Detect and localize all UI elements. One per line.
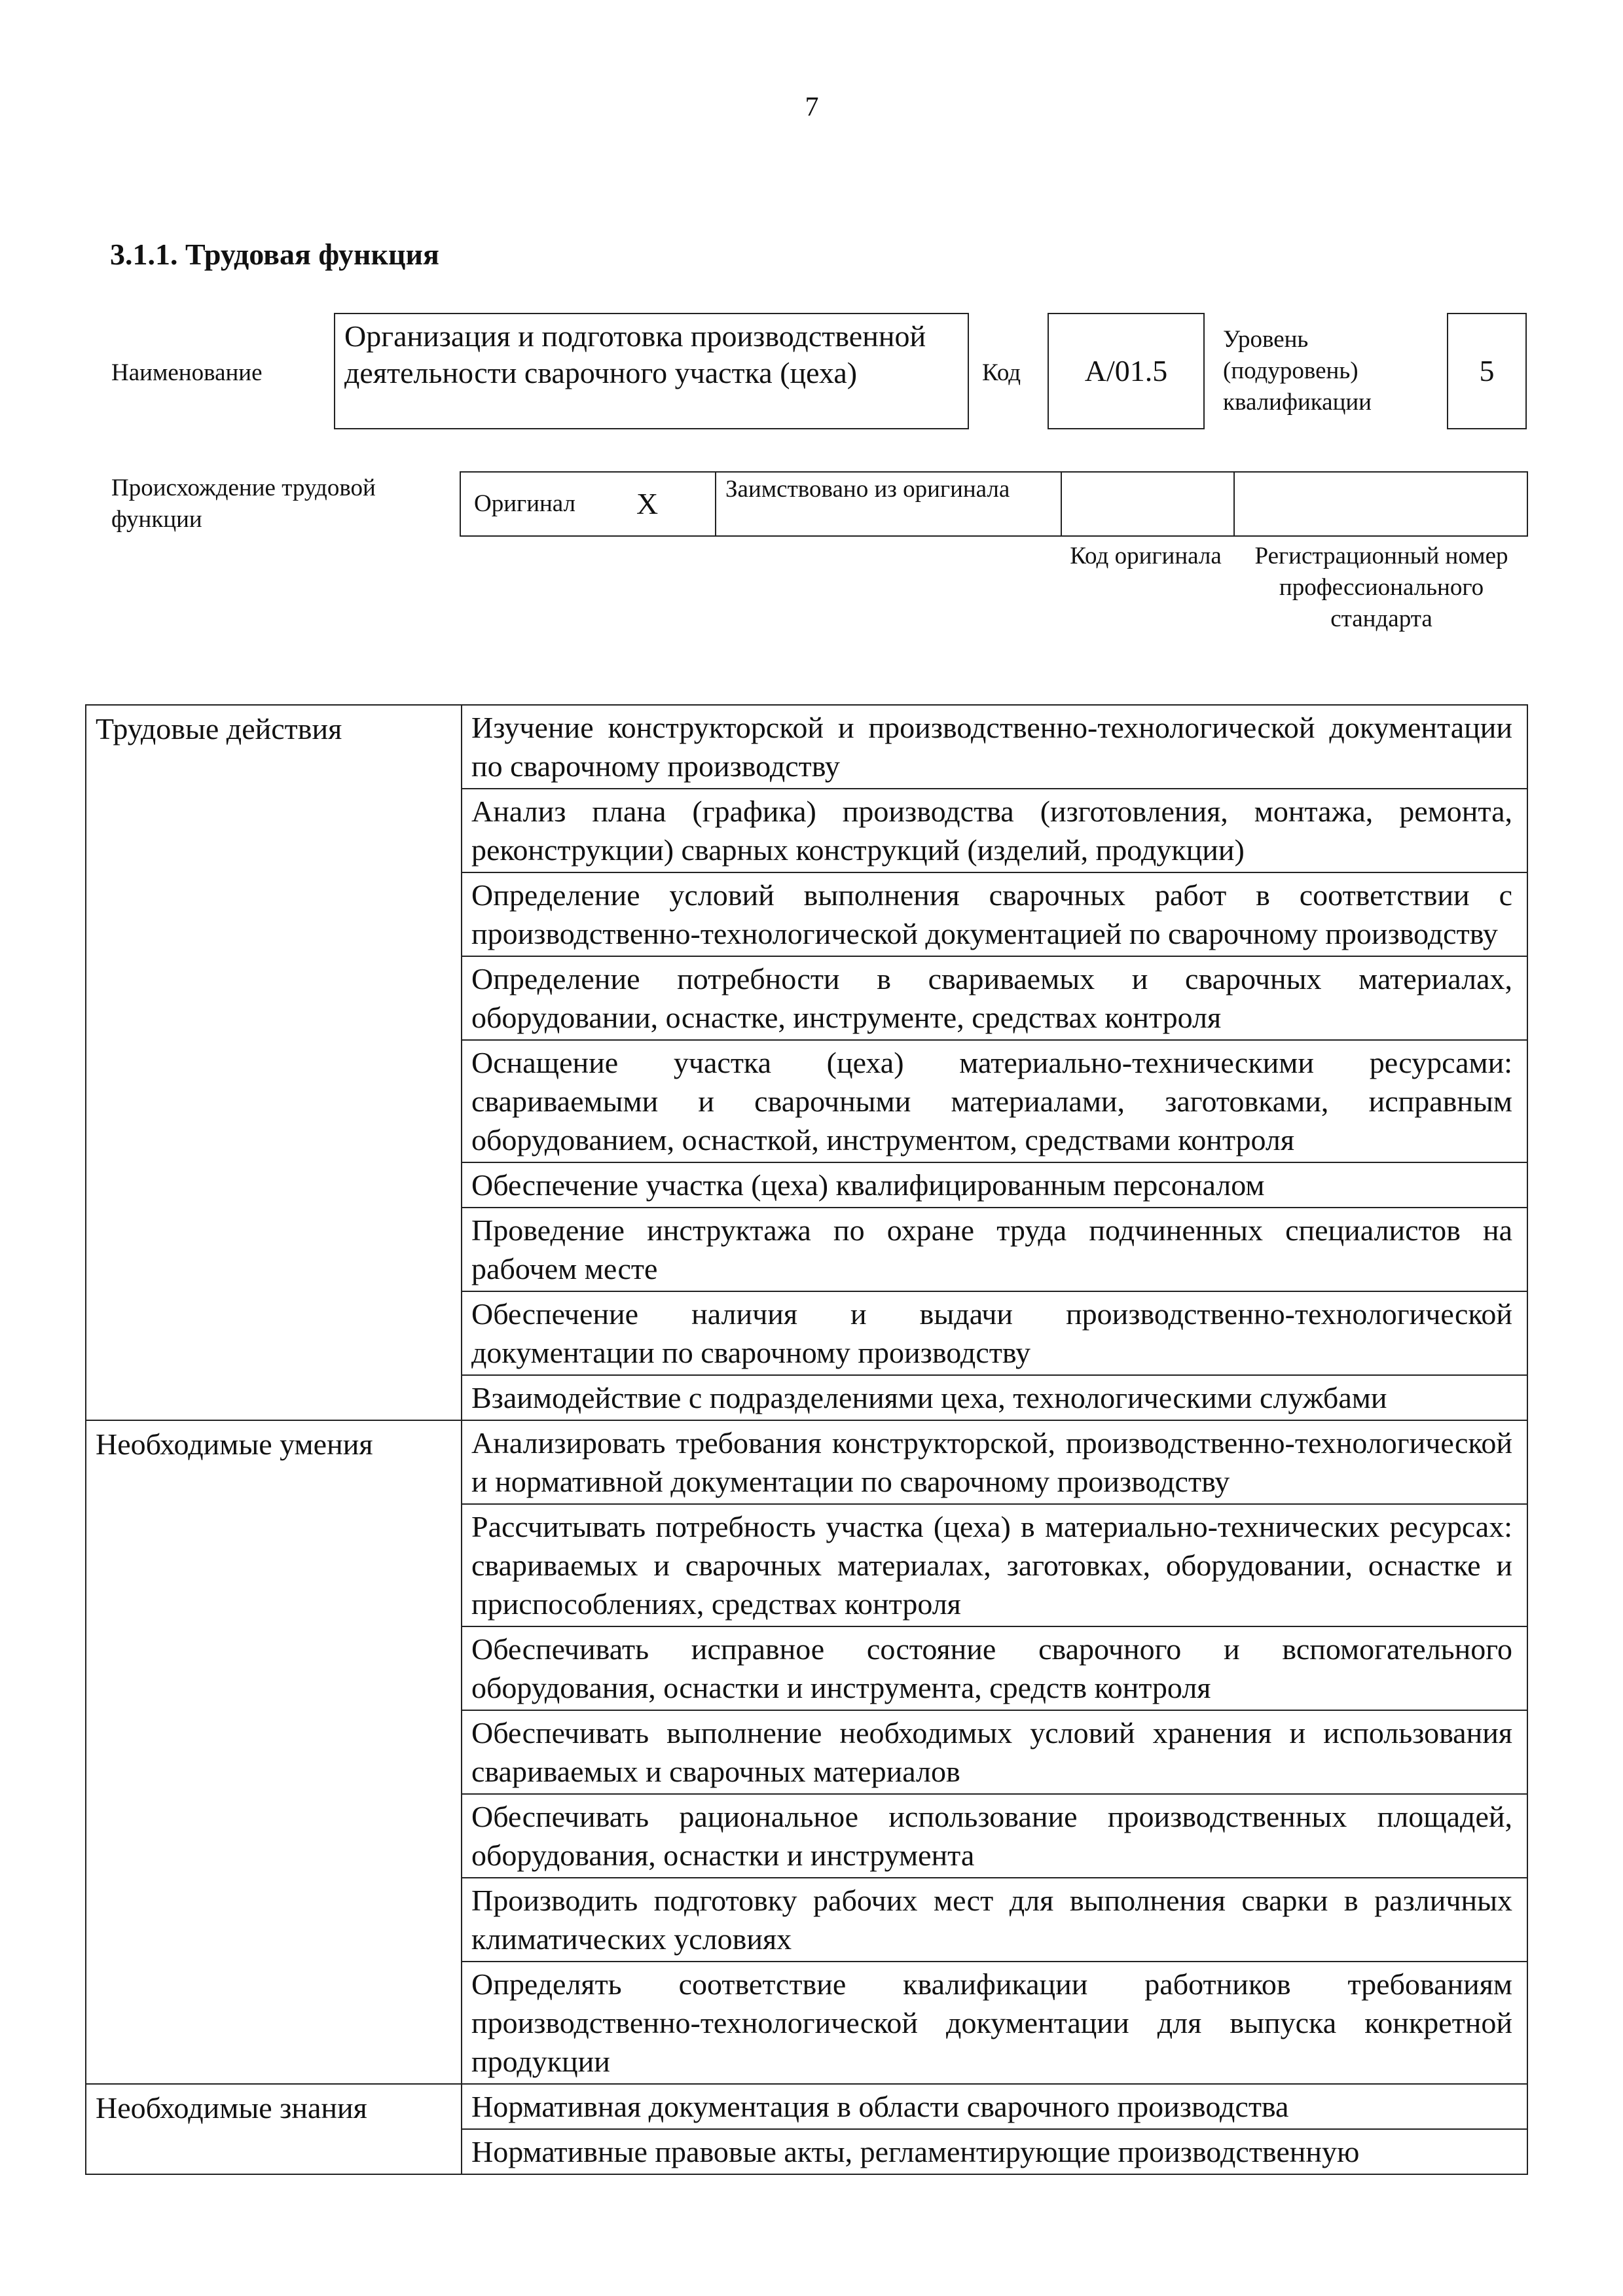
level-value: 5 [1479,354,1495,387]
caption-registration-number: Регистрационный номер профессионального стандарта [1254,543,1508,632]
caption-code-original: Код оригинала [1070,543,1222,569]
table-row [86,2084,1527,2129]
section-title: 3.1.1. Трудовая функция [110,238,439,271]
table-cell: Определять соответствие квалификации работников требованиям производственно-технологической документации для выпуска конкретной продукции [462,1962,1527,2084]
table-cell: Обеспечение участка (цеха) квалифицированным персоналом [462,1162,1527,1208]
function-name-box [334,313,969,429]
table-cell: Проведение инструктажа по охране труда подчиненных специалистов на рабочем месте [462,1208,1527,1291]
origin-row [460,471,1528,537]
code-value: А/01.5 [1084,354,1168,387]
table-cell: Обеспечивать выполнение необходимых условий хранения и использования свариваемых и сварочных материалов [462,1710,1527,1794]
function-name: Организация и подготовка производственной деятельности сварочного участка (цеха) [344,319,926,389]
code-label: Код [982,359,1021,386]
section-label-skills: Необходимые умения [86,1420,462,2084]
table-cell: Нормативные правовые акты, регламентирующие производственную [462,2129,1527,2174]
section-label-actions: Трудовые действия [86,705,462,1420]
origin-label: Происхождение трудовой функции [111,475,376,533]
level-box [1447,313,1527,429]
origin-divider [1061,473,1062,535]
original-label: Оригинал [474,490,576,517]
table-cell: Обеспечивать рациональное использование производственных площадей, оборудования, оснастки и инструмента [462,1794,1527,1878]
table-cell: Определение потребности в свариваемых и сварочных материалах, оборудовании, оснастке, инструменте, средствах контроля [462,956,1527,1040]
level-label: Уровень (подуровень) квалификации [1223,326,1372,416]
borrowed-label: Заимствовано из оригинала [725,476,1010,503]
code-box [1048,313,1205,429]
table-cell: Анализировать требования конструкторской, производственно-технологической и нормативной документации по сварочному производству [462,1420,1527,1504]
origin-divider [1233,473,1235,535]
table-row [86,1420,1527,1504]
section-label-knowledge: Необходимые знания [86,2084,462,2174]
origin-divider [715,473,716,535]
table-cell: Определение условий выполнения сварочных работ в соответствии с производственно-технологической документацией по сварочному производству [462,872,1527,956]
table-cell: Оснащение участка (цеха) материально-техническими ресурсами: свариваемыми и сварочными материалами, заготовками, исправным оборудованием, оснасткой, инструментом, средствами контроля [462,1040,1527,1162]
table-cell: Обеспечение наличия и выдачи производственно-технологической документации по сварочному производству [462,1291,1527,1375]
name-label: Наименование [111,359,263,386]
original-mark: X [636,487,659,520]
table-cell: Нормативная документация в области сварочного производства [462,2084,1527,2129]
table-cell: Обеспечивать исправное состояние сварочного и вспомогательного оборудования, оснастки и инструмента, средств контроля [462,1626,1527,1710]
table-cell: Производить подготовку рабочих мест для выполнения сварки в различных климатических условиях [462,1878,1527,1962]
page-number: 7 [805,92,819,122]
table-cell: Взаимодействие с подразделениями цеха, технологическими службами [462,1375,1527,1420]
table-cell: Анализ плана (графика) производства (изготовления, монтажа, ремонта, реконструкции) сварных конструкций (изделий, продукции) [462,789,1527,872]
table-cell: Рассчитывать потребность участка (цеха) в материально-технических ресурсах: свариваемых и сварочных материалах, заготовках, оборудовании, оснастке и приспособлениях, средствах контроля [462,1504,1527,1626]
table-row [86,705,1527,789]
labor-function-table [85,704,1528,2175]
table-cell: Изучение конструкторской и производственно-технологической документации по сварочному производству [462,705,1527,789]
